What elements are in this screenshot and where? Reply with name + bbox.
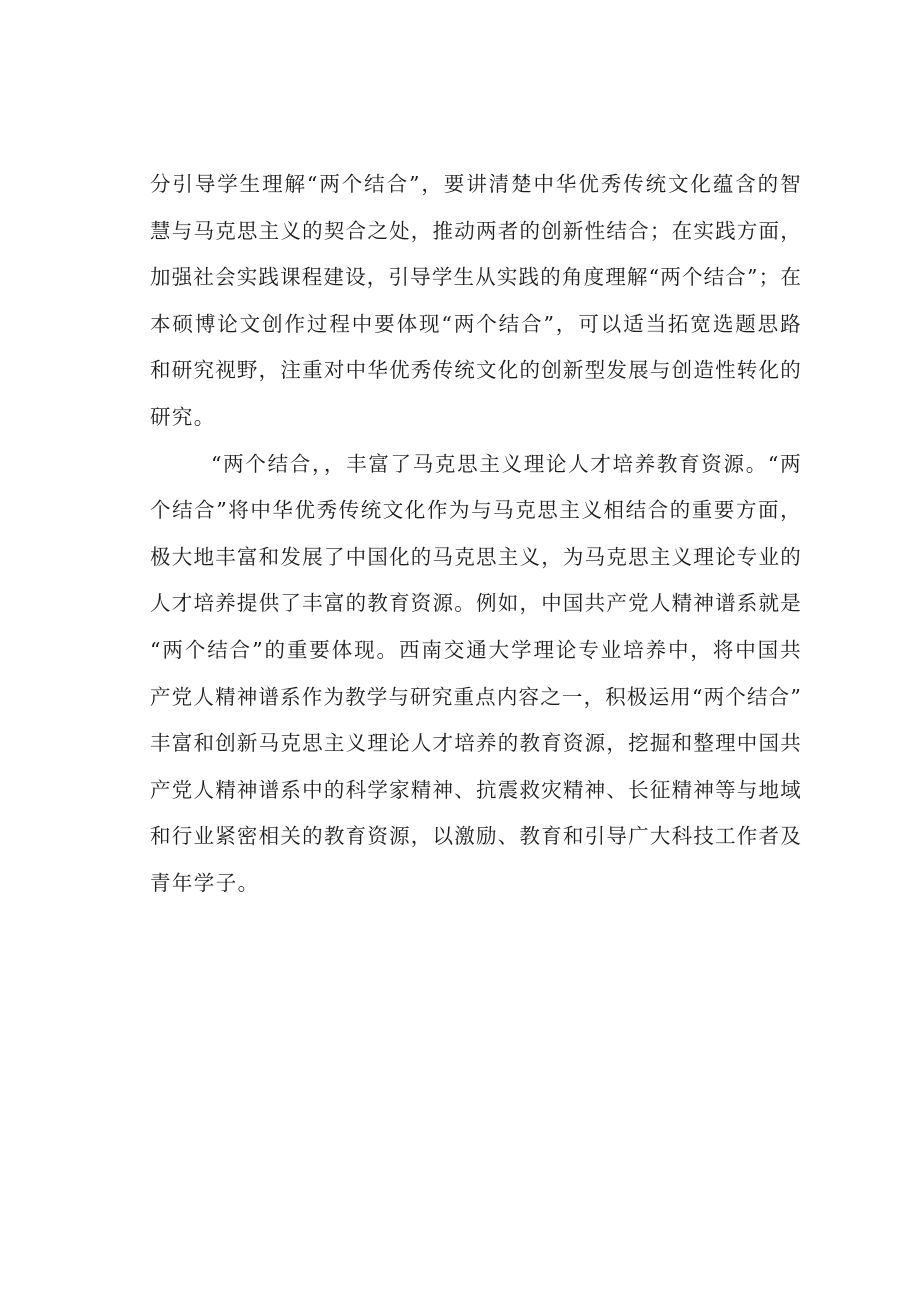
text-line: 加强社会实践课程建设，引导学生从实践的角度理解“两个结合”；在 xyxy=(150,265,802,290)
paragraph-1 xyxy=(150,161,802,441)
document-body xyxy=(150,161,802,907)
text-line: 研究。 xyxy=(150,404,216,429)
text-line: “两个结合，，丰富了马克思主义理论人才培养教育资源。“两 xyxy=(211,451,802,476)
text-line: “两个结合”的重要体现。西南交通大学理论专业培养中，将中国共 xyxy=(150,637,802,662)
text-line: 产党人精神谱系作为教学与研究重点内容之一，积极运用“两个结合” xyxy=(150,684,802,709)
text-line: 和行业紧密相关的教育资源，以激励、教育和引导广大科技工作者及 xyxy=(150,824,802,849)
text-line: 丰富和创新马克思主义理论人才培养的教育资源，挖掘和整理中国共 xyxy=(150,731,802,756)
text-line: 个结合”将中华优秀传统文化作为与马克思主义相结合的重要方面， xyxy=(150,498,802,523)
text-line: 和研究视野，注重对中华优秀传统文化的创新型发展与创造性转化的 xyxy=(150,358,802,383)
text-line: 青年学子。 xyxy=(150,870,260,895)
text-line: 慧与马克思主义的契合之处，推动两者的创新性结合；在实践方面， xyxy=(150,218,802,243)
text-line: 人才培养提供了丰富的教育资源。例如，中国共产党人精神谱系就是 xyxy=(150,591,802,616)
text-line: 分引导学生理解“两个结合”，要讲清楚中华优秀传统文化蕴含的智 xyxy=(150,172,802,196)
text-line: 本硕博论文创作过程中要体现“两个结合”，可以适当拓宽选题思路 xyxy=(150,311,802,336)
text-line: 产党人精神谱系中的科学家精神、抗震救灾精神、长征精神等与地域 xyxy=(150,777,802,802)
text-line: 极大地丰富和发展了中国化的马克思主义，为马克思主义理论专业的 xyxy=(150,544,802,569)
paragraph-2 xyxy=(150,441,802,907)
